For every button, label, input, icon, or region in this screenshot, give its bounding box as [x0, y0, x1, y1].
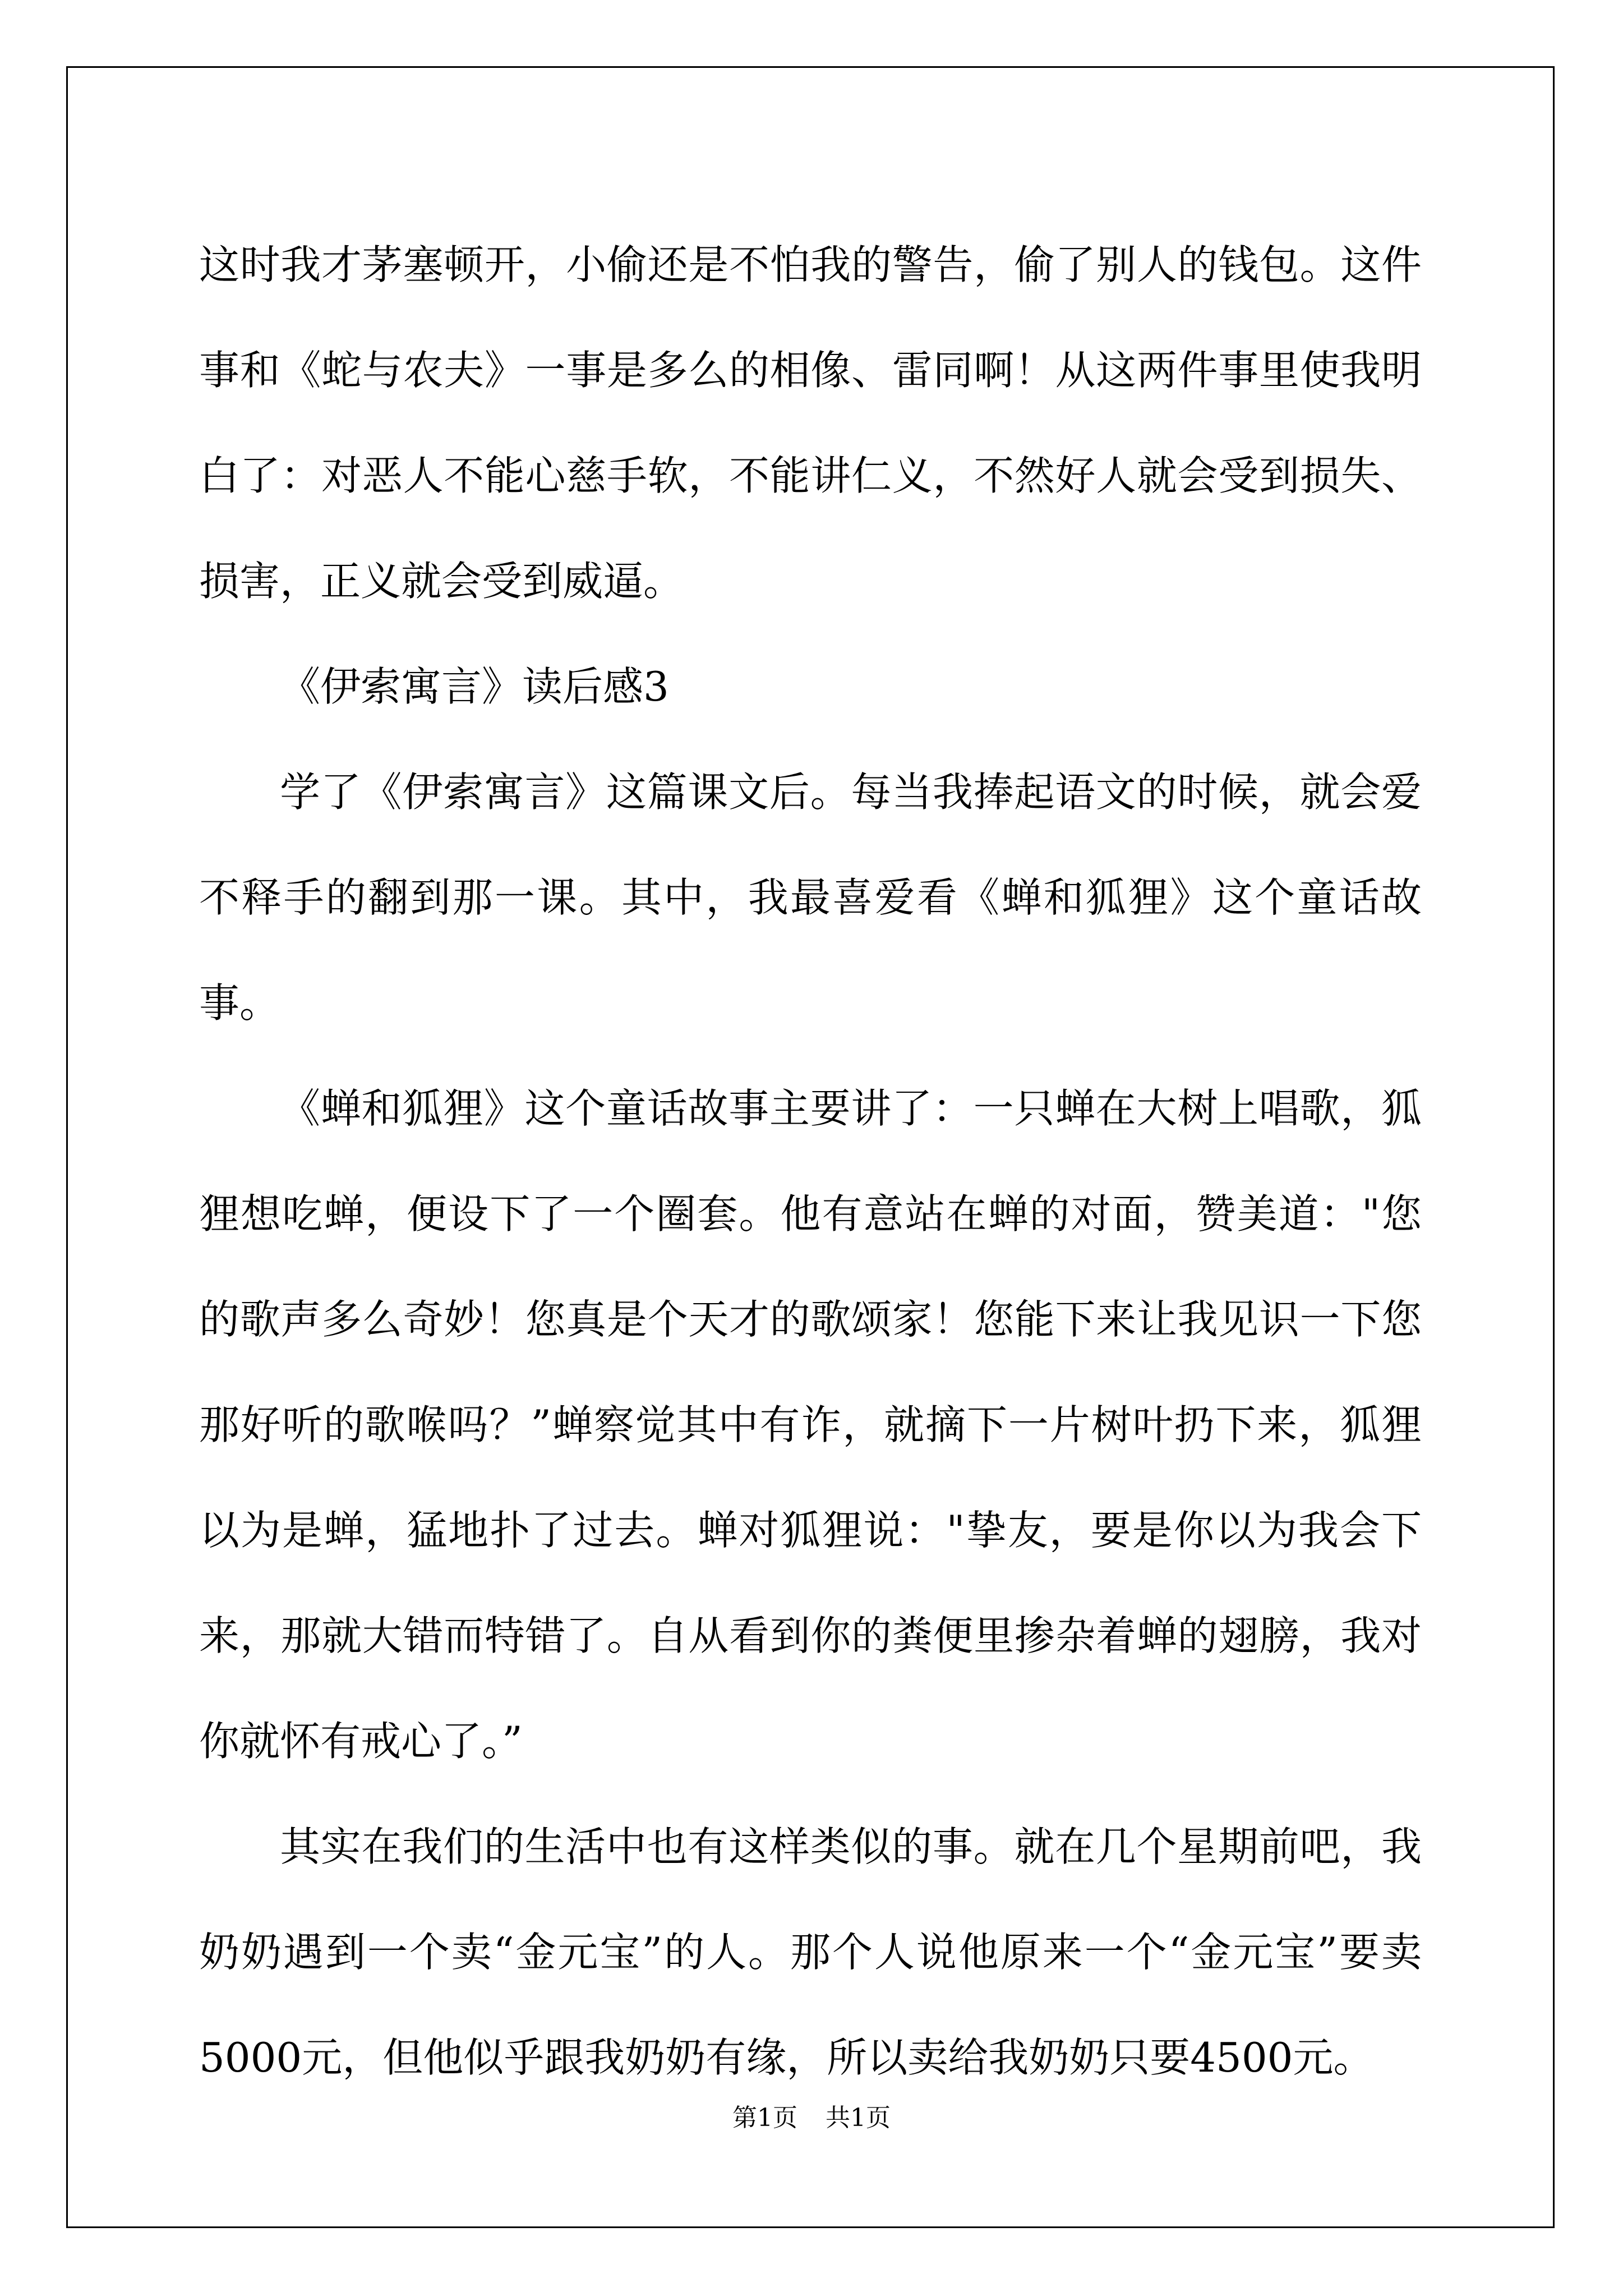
paragraph-3: 《蝉和狐狸》这个童话故事主要讲了：一只蝉在大树上唱歌，狐狸想吃蝉，便设下了一个圈套。他有意站在蝉的对面，赞美道："您的歌声多么奇妙！您真是个天才的歌颂家！您能下来让我见识一下您那好听的歌喉吗？”蝉察觉其中有诈，就摘下一片树叶扔下来，狐狸以为是蝉，猛地扑了过去。蝉对狐狸说："挚友，要是你以为我会下来，那就大错而特错了。自从看到你的粪便里掺杂着蝉的翅膀，我对你就怀有戒心了。”	[199, 1085, 1422, 1765]
document-body	[199, 212, 1422, 2110]
paragraph-4: 其实在我们的生活中也有这样类似的事。就在几个星期前吧，我奶奶遇到一个卖“金元宝”的人。那个人说他原来一个“金元宝”要卖5000元，但他似乎跟我奶奶有缘，所以卖给我奶奶只要4500元。	[199, 1823, 1422, 2081]
paragraph-1: 这时我才茅塞顿开，小偷还是不怕我的警告，偷了别人的钱包。这件事和《蛇与农夫》一事是多么的相像、雷同啊！从这两件事里使我明白了：对恶人不能心慈手软，不能讲仁义，不然好人就会受到损失、损害，正义就会受到威逼。	[199, 241, 1422, 605]
page-footer	[0, 2101, 1623, 2135]
section-heading: 《伊索寓言》读后感3	[280, 663, 669, 710]
page-total: 共1页	[826, 2104, 891, 2132]
paragraph-2: 学了《伊索寓言》这篇课文后。每当我捧起语文的时候，就会爱不释手的翻到那一课。其中，我最喜爱看《蝉和狐狸》这个童话故事。	[199, 769, 1422, 1027]
page-number: 第1页	[732, 2104, 797, 2132]
